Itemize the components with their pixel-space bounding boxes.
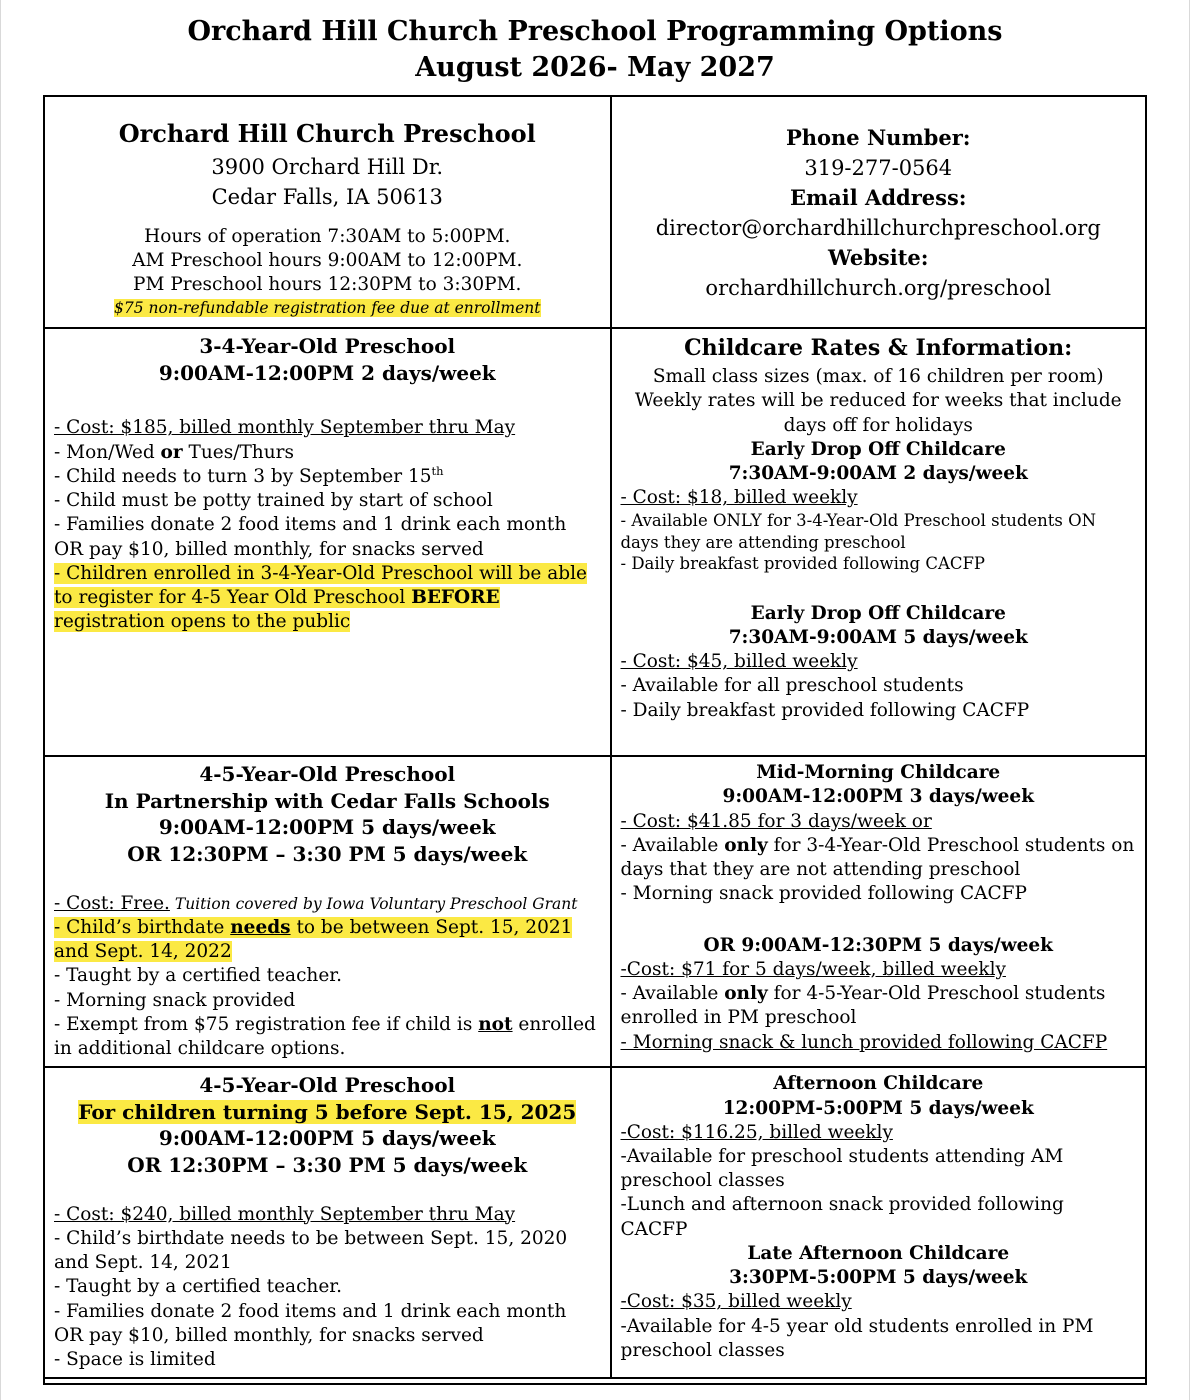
text-segment: Weekly rates will be reduced for weeks that include days off for holidays xyxy=(634,390,1122,436)
text-segment: 9:00AM-12:00PM 2 days/week xyxy=(158,360,496,385)
text-line xyxy=(54,1013,601,1061)
text-line xyxy=(54,562,601,635)
text-line xyxy=(621,153,1137,183)
text-segment: - Available xyxy=(620,834,725,856)
text-segment: 4-5-Year-Old Preschool xyxy=(199,1073,456,1098)
text-segment: Orchard Hill Church Preschool xyxy=(118,119,536,149)
text-segment: not xyxy=(478,1013,513,1035)
text-segment: -Available for preschool students attending AM preschool classes xyxy=(620,1145,1064,1192)
cell-4-5-year-old-preschool xyxy=(45,1068,612,1377)
text-line xyxy=(54,761,601,788)
text-segment: 4-5-Year-Old Preschool xyxy=(199,762,456,787)
text-segment: Early Drop Off Childcare xyxy=(750,438,1006,460)
text-segment: Phone Number: xyxy=(785,125,971,151)
text-line xyxy=(54,1275,601,1299)
text-segment: 319-277-0564 xyxy=(804,156,953,181)
text-line xyxy=(621,1097,1137,1121)
text-line xyxy=(54,989,601,1013)
text-segment: AM Preschool hours 9:00AM to 12:00PM. xyxy=(132,250,523,272)
text-segment: - Children enrolled in 3-4-Year-Old Preschool will be able to register for 4-5 Year Old Preschool xyxy=(54,562,587,609)
text-segment: - Mon/Wed xyxy=(54,441,161,463)
text-segment: 3900 Orchard Hill Dr. xyxy=(211,154,444,179)
text-line xyxy=(54,1300,601,1348)
text-segment: 9:00AM-12:00PM 5 days/week xyxy=(158,815,496,840)
text-line xyxy=(621,934,1137,958)
text-segment: - Available ONLY for 3-4-Year-Old Preschool students ON days they are attending preschool xyxy=(620,511,1097,552)
text-line xyxy=(54,1072,601,1099)
text-line xyxy=(54,489,601,513)
text-line xyxy=(621,761,1137,785)
text-segment: only xyxy=(724,983,768,1005)
text-segment: OR 9:00AM-12:30PM 5 days/week xyxy=(703,934,1053,956)
text-line xyxy=(621,183,1137,213)
text-line xyxy=(621,389,1137,437)
text-line xyxy=(621,213,1137,243)
text-line xyxy=(54,182,601,212)
text-line xyxy=(54,892,601,916)
text-segment: 9:00AM-12:00PM 3 days/week xyxy=(722,786,1035,808)
text-segment: - Cost: $45, billed weekly xyxy=(620,651,858,673)
text-segment: - Taught by a certified teacher. xyxy=(54,1276,342,1298)
text-segment: enrolled in additional childcare options. xyxy=(54,1013,596,1060)
text-segment: Website: xyxy=(827,245,929,271)
text-line xyxy=(54,225,601,249)
text-line xyxy=(621,882,1137,906)
text-segment: 12:00PM-5:00PM 5 days/week xyxy=(722,1097,1034,1119)
cell-3-4-year-old-preschool xyxy=(45,329,612,755)
text-segment: - Child’s birthdate xyxy=(54,916,231,938)
text-line xyxy=(54,1099,601,1126)
text-line xyxy=(54,152,601,182)
text-line xyxy=(621,1121,1137,1145)
text-segment: In Partnership with Cedar Falls Schools xyxy=(104,788,550,813)
text-line xyxy=(621,438,1137,462)
text-segment: -Cost: $71 for 5 days/week, billed weekly xyxy=(620,958,1006,980)
text-line xyxy=(621,462,1137,486)
text-segment: - Families donate 2 food items and 1 drink each month OR pay $10, billed monthly, for snacks served xyxy=(54,1300,567,1346)
text-line xyxy=(621,1315,1137,1363)
text-segment: - Morning snack & lunch provided following CACFP xyxy=(620,1031,1108,1053)
text-segment: - Child needs to turn 3 by September 15 xyxy=(54,465,432,487)
text-segment: - Cost: $18, billed weekly xyxy=(620,487,858,509)
text-segment: Mid-Morning Childcare xyxy=(756,762,1001,784)
text-line xyxy=(54,273,601,297)
text-segment: $75 non-refundable registration fee due at enrollment xyxy=(114,298,541,317)
text-line xyxy=(54,441,601,465)
text-line xyxy=(621,699,1137,723)
text-segment: th xyxy=(431,463,444,478)
text-segment: PM Preschool hours 12:30PM to 3:30PM. xyxy=(133,274,522,296)
text-segment: 9:00AM-12:00PM 5 days/week xyxy=(158,1126,496,1151)
text-line xyxy=(621,1031,1137,1055)
text-segment: - Daily breakfast provided following CACFP xyxy=(620,699,1030,721)
text-line xyxy=(621,553,1137,574)
text-segment: - Child’s birthdate needs to be between Sept. 15, 2020 and Sept. 14, 2021 xyxy=(54,1227,568,1274)
text-segment: 7:30AM-9:00AM 2 days/week xyxy=(728,462,1028,484)
text-line xyxy=(621,123,1137,153)
text-line xyxy=(621,1290,1137,1314)
cell-contact-info xyxy=(612,97,1146,327)
text-segment: -Lunch and afternoon snack provided following CACFP xyxy=(620,1194,1064,1240)
text-segment: 7:30AM-9:00AM 5 days/week xyxy=(728,627,1028,648)
text-line xyxy=(621,273,1137,303)
text-line xyxy=(54,416,601,440)
text-line xyxy=(621,1266,1137,1290)
page-title-line1: Orchard Hill Church Preschool Programming Options xyxy=(187,16,1003,47)
text-line xyxy=(621,1193,1137,1241)
text-segment: 3:30PM-5:00PM 5 days/week xyxy=(729,1267,1028,1289)
text-line xyxy=(621,333,1137,365)
text-segment: - Morning snack provided xyxy=(54,989,296,1011)
text-segment: or xyxy=(160,441,183,463)
text-line xyxy=(621,1072,1137,1096)
text-line xyxy=(54,841,601,868)
text-segment: - Taught by a certified teacher. xyxy=(54,965,342,987)
text-line xyxy=(621,243,1137,273)
text-segment: Tues/Thurs xyxy=(182,441,294,463)
text-line xyxy=(621,626,1137,650)
text-segment: - Child must be potty trained by start of school xyxy=(54,490,493,512)
text-line xyxy=(621,810,1137,834)
text-line xyxy=(54,298,601,318)
text-line xyxy=(54,249,601,273)
cell-school-info xyxy=(45,97,612,327)
cell-mid-morning-childcare xyxy=(612,757,1146,1066)
cell-afternoon-childcare xyxy=(612,1068,1146,1377)
text-segment: Afternoon Childcare xyxy=(773,1073,984,1095)
text-segment: - Space is limited xyxy=(54,1349,216,1371)
text-line xyxy=(54,1348,601,1372)
text-segment: Hours of operation 7:30AM to 5:00PM. xyxy=(144,225,511,247)
text-segment: for 4-5-Year-Old Preschool students enrolled in PM preschool xyxy=(620,983,1106,1029)
text-line xyxy=(621,486,1137,510)
text-segment: registration opens to the public xyxy=(54,611,351,633)
text-segment: For children turning 5 before Sept. 15, 2025 xyxy=(78,1099,577,1124)
text-segment: -Available for 4-5 year old students enrolled in PM preschool classes xyxy=(620,1315,1094,1361)
text-segment: needs xyxy=(230,916,291,938)
cell-childcare-rates xyxy=(612,329,1146,755)
text-segment: director@orchardhillchurchpreschool.org xyxy=(655,216,1101,241)
text-segment: - Exempt from $75 registration fee if child is xyxy=(54,1013,479,1035)
text-segment: Childcare Rates & Information: xyxy=(684,335,1073,362)
text-segment: - Available xyxy=(620,983,725,1005)
text-line xyxy=(621,510,1137,553)
page-title xyxy=(1,0,1189,85)
text-segment: -Cost: $35, billed weekly xyxy=(620,1291,852,1313)
text-line xyxy=(621,674,1137,698)
text-segment: Cedar Falls, IA 50613 xyxy=(211,184,443,209)
text-segment: 3-4-Year-Old Preschool xyxy=(199,334,456,359)
text-line xyxy=(621,602,1137,626)
text-line xyxy=(621,982,1137,1030)
text-line xyxy=(54,916,601,964)
text-segment: Small class sizes (max. of 16 children per room) xyxy=(652,366,1104,388)
text-line xyxy=(54,513,601,561)
text-segment: OR 12:30PM – 3:30 PM 5 days/week xyxy=(127,1153,528,1178)
text-segment: orchardhillchurch.org/preschool xyxy=(705,276,1052,301)
text-segment: - Daily breakfast provided following CACFP xyxy=(620,554,986,574)
table-bottom-spacer xyxy=(45,1379,1145,1383)
text-segment: -Cost: $116.25, billed weekly xyxy=(620,1121,893,1143)
text-segment: - Cost: $240, billed monthly September thru May xyxy=(54,1203,516,1225)
text-line xyxy=(621,365,1137,389)
text-segment: Late Afternoon Childcare xyxy=(747,1242,1010,1264)
text-segment: Tuition covered by Iowa Voluntary Preschool Grant xyxy=(169,894,578,913)
text-segment: only xyxy=(724,834,768,856)
text-segment: to be between Sept. 15, 2021 and Sept. 14, 2022 xyxy=(54,916,573,963)
text-segment: - Morning snack provided following CACFP xyxy=(620,883,1027,905)
text-line xyxy=(54,1227,601,1275)
text-segment: - Families donate 2 food items and 1 drink each month OR pay $10, billed monthly, for snacks served xyxy=(54,514,567,560)
table-row xyxy=(45,1068,1145,1379)
text-segment: Early Drop Off Childcare xyxy=(750,602,1006,624)
text-segment: OR 12:30PM – 3:30 PM 5 days/week xyxy=(127,842,528,867)
text-line xyxy=(621,958,1137,982)
text-line xyxy=(54,117,601,152)
text-line xyxy=(54,333,601,360)
text-line xyxy=(621,1242,1137,1266)
text-line xyxy=(621,650,1137,674)
text-segment: - Cost: $185, billed monthly September thru May xyxy=(54,417,516,439)
table-row xyxy=(45,329,1145,757)
text-line xyxy=(621,1145,1137,1193)
text-segment: - Available for all preschool students xyxy=(620,675,964,697)
text-line xyxy=(54,1203,601,1227)
text-line xyxy=(54,465,601,489)
table-row xyxy=(45,757,1145,1068)
text-segment: Email Address: xyxy=(789,185,967,211)
page-title-line2: August 2026- May 2027 xyxy=(415,51,775,83)
text-line xyxy=(54,788,601,815)
text-segment: - Cost: Free. xyxy=(54,892,170,914)
text-line xyxy=(621,834,1137,882)
cell-4-5-partnership-preschool xyxy=(45,757,612,1066)
text-line xyxy=(621,785,1137,809)
text-line xyxy=(54,360,601,387)
text-segment: for 3-4-Year-Old Preschool students on days that they are not attending preschool xyxy=(620,834,1135,881)
text-line xyxy=(54,1152,601,1179)
text-segment: - Cost: $41.85 for 3 days/week or xyxy=(620,810,932,832)
text-segment: BEFORE xyxy=(411,587,500,609)
programming-options-table xyxy=(43,95,1147,1385)
table-row xyxy=(45,97,1145,329)
text-line xyxy=(54,1125,601,1152)
text-line xyxy=(54,814,601,841)
text-line xyxy=(54,964,601,988)
